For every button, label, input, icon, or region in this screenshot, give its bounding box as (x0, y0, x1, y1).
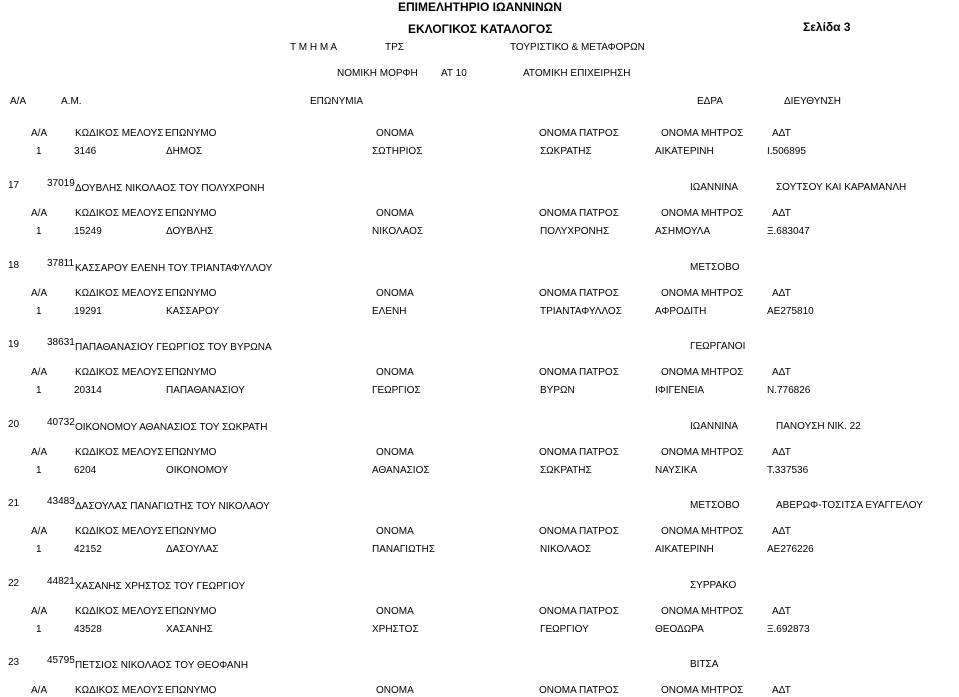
member-father: ΒΥΡΩΝ (540, 385, 575, 396)
entry-name: ΠΑΠΑΘΑΝΑΣΙΟΥ ΓΕΩΡΓΙΟΣ ΤΟΥ ΒΥΡΩΝΑ (75, 342, 272, 353)
member-aa: 1 (36, 544, 42, 555)
member-aa: 1 (36, 306, 42, 317)
member-header-code: ΚΩΔΙΚΟΣ ΜΕΛΟΥΣ (75, 526, 164, 537)
member-header-first: ΟΝΟΜΑ (376, 685, 414, 696)
member-aa: 1 (36, 385, 42, 396)
member-header-id: ΑΔΤ (772, 288, 791, 299)
member-header-id: ΑΔΤ (772, 208, 791, 219)
member-header-father: ΟΝΟΜΑ ΠΑΤΡΟΣ (539, 208, 619, 219)
member-header-aa: Α/Α (31, 685, 48, 696)
member-header-id: ΑΔΤ (772, 685, 791, 696)
entry-name: ΔΑΣΟΥΛΑΣ ΠΑΝΑΓΙΩΤΗΣ ΤΟΥ ΝΙΚΟΛΑΟΥ (75, 501, 270, 512)
member-header-code: ΚΩΔΙΚΟΣ ΜΕΛΟΥΣ (75, 367, 164, 378)
member-aa: 1 (36, 146, 42, 157)
doc-subtitle: ΕΚΛΟΓΙΚΟΣ ΚΑΤΑΛΟΓΟΣ (408, 22, 553, 36)
column-header-aa: Α/Α (10, 96, 27, 107)
member-header-surname: ΕΠΩΝΥΜΟ (165, 128, 217, 139)
member-header-first: ΟΝΟΜΑ (376, 367, 414, 378)
member-header-mother: ΟΝΟΜΑ ΜΗΤΡΟΣ (661, 288, 744, 299)
member-header-id: ΑΔΤ (772, 526, 791, 537)
member-header-mother: ΟΝΟΜΑ ΜΗΤΡΟΣ (661, 606, 744, 617)
member-mother: ΘΕΟΔΩΡΑ (655, 624, 704, 635)
member-header-first: ΟΝΟΜΑ (376, 526, 414, 537)
entry-aa: 18 (8, 260, 20, 271)
entry-name: ΠΕΤΣΙΟΣ ΝΙΚΟΛΑΟΣ ΤΟΥ ΘΕΟΦΑΝΗ (75, 660, 249, 671)
entry-am: 43483 (47, 496, 75, 507)
member-header-first: ΟΝΟΜΑ (376, 606, 414, 617)
member-header-surname: ΕΠΩΝΥΜΟ (165, 526, 217, 537)
member-header-father: ΟΝΟΜΑ ΠΑΤΡΟΣ (539, 367, 619, 378)
member-header-father: ΟΝΟΜΑ ΠΑΤΡΟΣ (539, 526, 619, 537)
entry-aa: 17 (8, 180, 20, 191)
member-header-aa: Α/Α (31, 367, 48, 378)
entry-name: ΟΙΚΟΝΟΜΟΥ ΑΘΑΝΑΣΙΟΣ ΤΟΥ ΣΩΚΡΑΤΗ (75, 422, 268, 433)
entry-name: ΔΟΥΒΛΗΣ ΝΙΚΟΛΑΟΣ ΤΟΥ ΠΟΛΥΧΡΟΝΗ (75, 183, 265, 194)
entry-seat: ΣΥΡΡΑΚΟ (690, 580, 737, 591)
member-first: ΓΕΩΡΓΙΟΣ (372, 385, 421, 396)
member-header-code: ΚΩΔΙΚΟΣ ΜΕΛΟΥΣ (75, 128, 164, 139)
member-header-id: ΑΔΤ (772, 606, 791, 617)
legal-form-name: ΑΤΟΜΙΚΗ ΕΠΙΧΕΙΡΗΣΗ (523, 68, 631, 79)
member-first: ΝΙΚΟΛΑΟΣ (372, 226, 424, 237)
member-aa: 1 (36, 465, 42, 476)
member-father: ΠΟΛΥΧΡΟΝΗΣ (540, 226, 610, 237)
doc-title: ΕΠΙΜΕΛΗΤΗΡΙΟ ΙΩΑΝΝΙΝΩΝ (398, 0, 562, 14)
entry-am: 37811 (47, 258, 75, 269)
member-mother: ΑΣΗΜΟΥΛΑ (655, 226, 711, 237)
member-surname: ΚΑΣΣΑΡΟΥ (166, 306, 220, 317)
member-header-mother: ΟΝΟΜΑ ΜΗΤΡΟΣ (661, 447, 744, 458)
member-mother: ΑΙΚΑΤΕΡΙΝΗ (655, 146, 714, 157)
entry-aa: 19 (8, 339, 20, 350)
member-header-first: ΟΝΟΜΑ (376, 288, 414, 299)
member-header-father: ΟΝΟΜΑ ΠΑΤΡΟΣ (539, 685, 619, 696)
entry-address: ΠΑΝΟΥΣΗ ΝΙΚ. 22 (776, 421, 861, 432)
member-header-id: ΑΔΤ (772, 367, 791, 378)
section-label: Τ Μ Η Μ Α (290, 42, 338, 53)
member-header-code: ΚΩΔΙΚΟΣ ΜΕΛΟΥΣ (75, 685, 164, 696)
member-header-father: ΟΝΟΜΑ ΠΑΤΡΟΣ (539, 606, 619, 617)
member-code: 6204 (74, 465, 97, 476)
member-header-surname: ΕΠΩΝΥΜΟ (165, 367, 217, 378)
member-mother: ΙΦΙΓΕΝΕΙΑ (655, 385, 705, 396)
member-code: 15249 (74, 226, 102, 237)
member-header-mother: ΟΝΟΜΑ ΜΗΤΡΟΣ (661, 367, 744, 378)
member-header-mother: ΟΝΟΜΑ ΜΗΤΡΟΣ (661, 526, 744, 537)
entry-am: 37019 (47, 178, 75, 189)
entry-seat: ΓΕΩΡΓΑΝΟΙ (690, 341, 746, 352)
member-mother: ΑΦΡΟΔΙΤΗ (655, 306, 707, 317)
member-id: ΑΕ275810 (767, 306, 814, 317)
member-header-aa: Α/Α (31, 208, 48, 219)
section-name: ΤΟΥΡΙΣΤΙΚΟ & ΜΕΤΑΦΟΡΩΝ (510, 42, 645, 53)
entry-seat: ΜΕΤΣΟΒΟ (690, 500, 740, 511)
entry-aa: 20 (8, 419, 20, 430)
member-surname: ΔΑΣΟΥΛΑΣ (166, 544, 219, 555)
legal-form-label: ΝΟΜΙΚΗ ΜΟΡΦΗ (337, 68, 418, 79)
entry-seat: ΒΙΤΣΑ (690, 659, 719, 670)
member-header-id: ΑΔΤ (772, 447, 791, 458)
member-id: Τ.337536 (767, 465, 809, 476)
entry-name: ΧΑΣΑΝΗΣ ΧΡΗΣΤΟΣ ΤΟΥ ΓΕΩΡΓΙΟΥ (75, 581, 246, 592)
legal-form-code: ΑΤ 10 (441, 68, 467, 79)
member-header-code: ΚΩΔΙΚΟΣ ΜΕΛΟΥΣ (75, 606, 164, 617)
column-header-address: ΔΙΕΥΘΥΝΣΗ (784, 96, 841, 107)
member-header-surname: ΕΠΩΝΥΜΟ (165, 685, 217, 696)
member-code: 3146 (74, 146, 97, 157)
member-first: ΕΛΕΝΗ (372, 306, 407, 317)
member-mother: ΑΙΚΑΤΕΡΙΝΗ (655, 544, 714, 555)
entry-seat: ΙΩΑΝΝΙΝΑ (690, 421, 739, 432)
member-code: 43528 (74, 624, 102, 635)
member-header-surname: ΕΠΩΝΥΜΟ (165, 447, 217, 458)
member-header-mother: ΟΝΟΜΑ ΜΗΤΡΟΣ (661, 208, 744, 219)
member-header-code: ΚΩΔΙΚΟΣ ΜΕΛΟΥΣ (75, 447, 164, 458)
member-father: ΣΩΚΡΑΤΗΣ (540, 146, 592, 157)
member-header-first: ΟΝΟΜΑ (376, 128, 414, 139)
member-header-aa: Α/Α (31, 606, 48, 617)
section-code: ΤΡΣ (385, 42, 404, 53)
member-header-surname: ΕΠΩΝΥΜΟ (165, 208, 217, 219)
member-father: ΣΩΚΡΑΤΗΣ (540, 465, 592, 476)
entry-aa: 23 (8, 657, 20, 668)
entry-am: 38631 (47, 337, 75, 348)
entry-address: ΑΒΕΡΩΦ-ΤΟΣΙΤΣΑ ΕΥΑΓΓΕΛΟΥ (776, 500, 923, 511)
entry-am: 44821 (47, 576, 75, 587)
member-aa: 1 (36, 624, 42, 635)
member-header-father: ΟΝΟΜΑ ΠΑΤΡΟΣ (539, 288, 619, 299)
member-surname: ΠΑΠΑΘΑΝΑΣΙΟΥ (166, 385, 245, 396)
entry-aa: 21 (8, 498, 20, 509)
member-father: ΓΕΩΡΓΙΟΥ (540, 624, 589, 635)
entry-seat: ΜΕΤΣΟΒΟ (690, 262, 740, 273)
entry-seat: ΙΩΑΝΝΙΝΑ (690, 182, 739, 193)
column-header-seat: ΕΔΡΑ (697, 96, 723, 107)
member-header-mother: ΟΝΟΜΑ ΜΗΤΡΟΣ (661, 685, 744, 696)
member-father: ΝΙΚΟΛΑΟΣ (540, 544, 592, 555)
column-header-am: Α.Μ. (61, 96, 82, 107)
member-header-aa: Α/Α (31, 526, 48, 537)
member-surname: ΟΙΚΟΝΟΜΟΥ (166, 465, 229, 476)
member-id: ΑΕ276226 (767, 544, 814, 555)
member-surname: ΔΟΥΒΛΗΣ (166, 226, 214, 237)
member-code: 42152 (74, 544, 102, 555)
entry-am: 40732 (47, 417, 75, 428)
member-header-father: ΟΝΟΜΑ ΠΑΤΡΟΣ (539, 447, 619, 458)
member-mother: ΝΑΥΣΙΚΑ (655, 465, 698, 476)
member-header-mother: ΟΝΟΜΑ ΜΗΤΡΟΣ (661, 128, 744, 139)
entry-aa: 22 (8, 578, 20, 589)
member-surname: ΔΗΜΟΣ (166, 146, 203, 157)
member-header-code: ΚΩΔΙΚΟΣ ΜΕΛΟΥΣ (75, 288, 164, 299)
entry-address: ΣΟΥΤΣΟΥ ΚΑΙ ΚΑΡΑΜΑΝΛΗ (776, 182, 907, 193)
member-first: ΑΘΑΝΑΣΙΟΣ (372, 465, 430, 476)
member-surname: ΧΑΣΑΝΗΣ (166, 624, 213, 635)
member-header-father: ΟΝΟΜΑ ΠΑΤΡΟΣ (539, 128, 619, 139)
member-father: ΤΡΙΑΝΤΑΦΥΛΛΟΣ (540, 306, 622, 317)
member-header-code: ΚΩΔΙΚΟΣ ΜΕΛΟΥΣ (75, 208, 164, 219)
member-header-aa: Α/Α (31, 447, 48, 458)
member-aa: 1 (36, 226, 42, 237)
member-first: ΣΩΤΗΡΙΟΣ (372, 146, 423, 157)
member-header-surname: ΕΠΩΝΥΜΟ (165, 288, 217, 299)
member-id: Ι.506895 (767, 146, 806, 157)
member-id: Ξ.683047 (767, 226, 810, 237)
member-header-aa: Α/Α (31, 288, 48, 299)
entry-am: 45795 (47, 655, 75, 666)
member-first: ΠΑΝΑΓΙΩΤΗΣ (372, 544, 436, 555)
member-id: Ξ.692873 (767, 624, 810, 635)
member-code: 19291 (74, 306, 102, 317)
member-id: Ν.776826 (767, 385, 811, 396)
member-header-aa: Α/Α (31, 128, 48, 139)
member-header-surname: ΕΠΩΝΥΜΟ (165, 606, 217, 617)
member-header-id: ΑΔΤ (772, 128, 791, 139)
column-header-name: ΕΠΩΝΥΜΙΑ (310, 96, 364, 107)
member-code: 20314 (74, 385, 102, 396)
entry-name: ΚΑΣΣΑΡΟΥ ΕΛΕΝΗ ΤΟΥ ΤΡΙΑΝΤΑΦΥΛΛΟΥ (75, 263, 273, 274)
member-header-first: ΟΝΟΜΑ (376, 208, 414, 219)
member-header-first: ΟΝΟΜΑ (376, 447, 414, 458)
member-first: ΧΡΗΣΤΟΣ (372, 624, 419, 635)
page-number: Σελίδα 3 (803, 20, 851, 34)
